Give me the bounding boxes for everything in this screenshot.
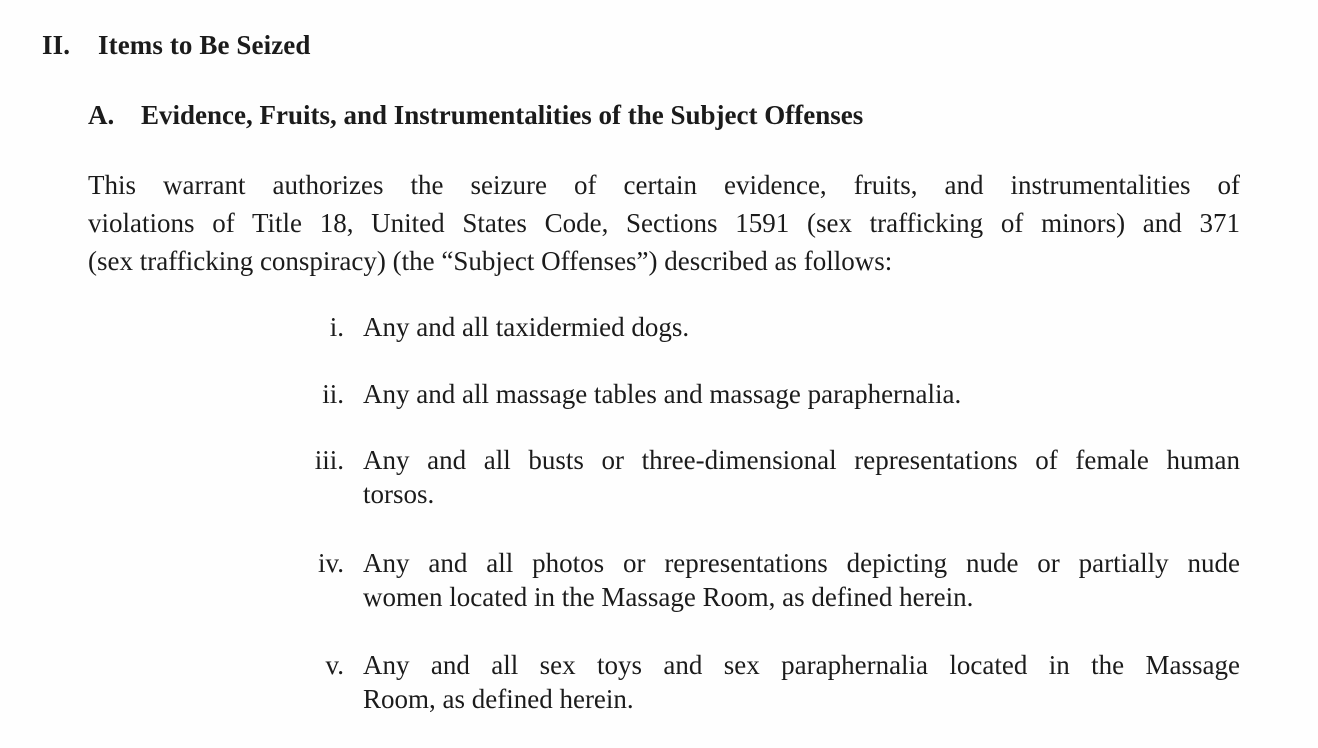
item-text-line: Any and all taxidermied dogs.: [363, 312, 690, 342]
section-title: Items to Be Seized: [98, 30, 311, 60]
section-heading: [42, 30, 311, 61]
intro-paragraph: [88, 166, 1240, 280]
subsection-number: A.: [88, 100, 115, 130]
subsection-title: Evidence, Fruits, and Instrumentalities of the Subject Offenses: [141, 100, 864, 130]
section-number: II.: [42, 30, 71, 60]
item-text-line: Room, as defined herein.: [363, 684, 634, 714]
item-text-line: Any and all photos or representations depicting nude or partially nude: [363, 548, 1240, 578]
item-text: [363, 648, 1240, 716]
item-text-line: women located in the Massage Room, as defined herein.: [363, 582, 974, 612]
subsection-heading: [88, 100, 863, 131]
item-text: [363, 377, 1240, 411]
item-text-line: torsos.: [363, 479, 435, 509]
item-text-line: Any and all sex toys and sex paraphernalia located in the Massage: [363, 650, 1240, 680]
item-text: [363, 310, 1240, 344]
item-marker: i.: [329, 312, 344, 342]
item-marker: ii.: [322, 379, 344, 409]
item-marker: v.: [325, 650, 344, 680]
item-marker: iii.: [314, 445, 344, 475]
item-text-line: Any and all massage tables and massage paraphernalia.: [363, 379, 962, 409]
item-text-line: Any and all busts or three-dimensional representations of female human: [363, 445, 1240, 475]
intro-line: violations of Title 18, United States Code, Sections 1591 (sex trafficking of minors) and 371: [88, 208, 1240, 238]
intro-line: This warrant authorizes the seizure of certain evidence, fruits, and instrumentalities of: [88, 170, 1240, 200]
item-text: [363, 546, 1240, 614]
item-marker: iv.: [318, 548, 344, 578]
item-text: [363, 443, 1240, 511]
intro-line: (sex trafficking conspiracy) (the “Subject Offenses”) described as follows:: [88, 246, 893, 276]
